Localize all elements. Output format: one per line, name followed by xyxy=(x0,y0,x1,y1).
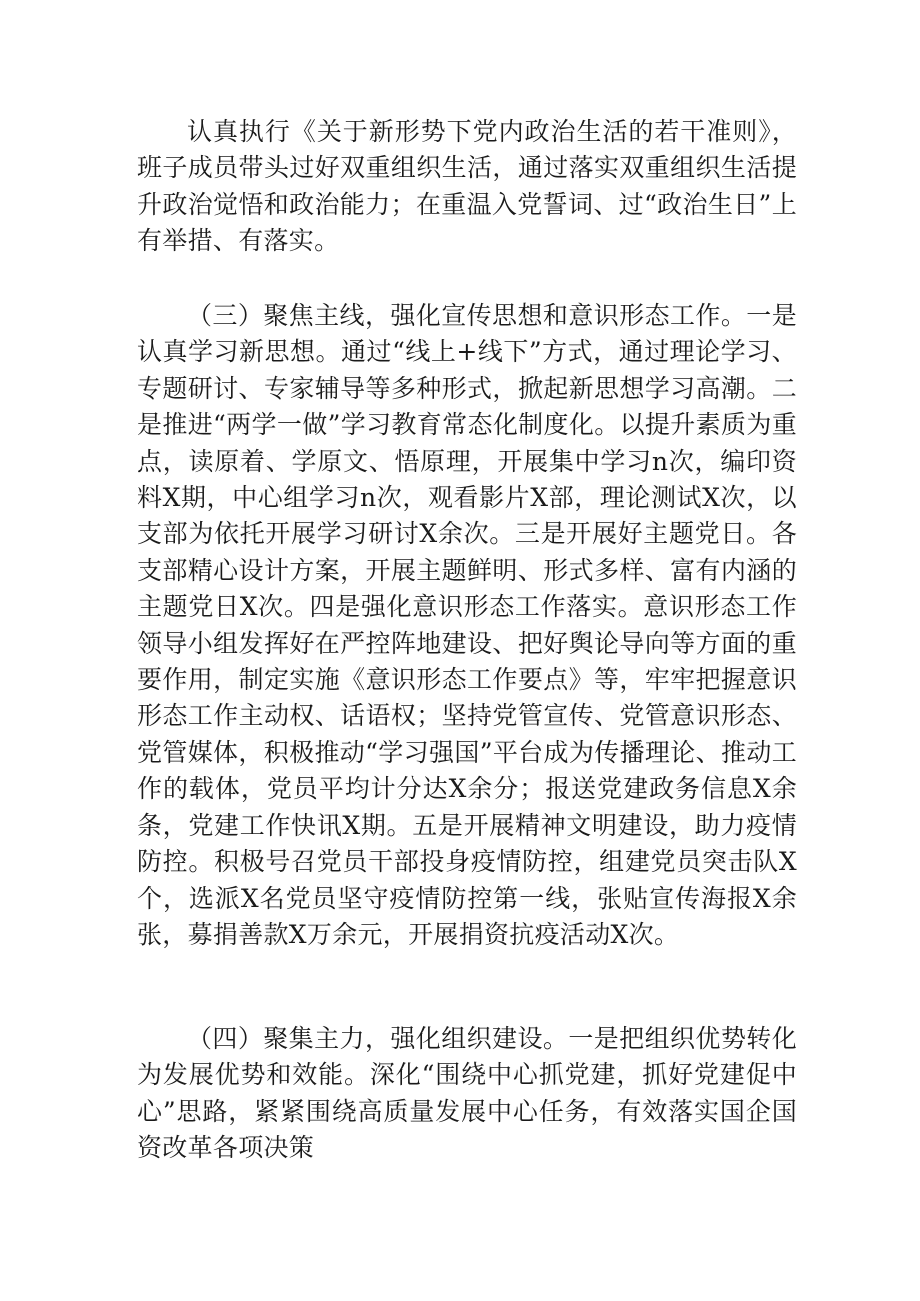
paragraph-party-life: 认真执行《关于新形势下党内政治生活的若干准则》，班子成员带头过好双重组织生活，通过落实双重组织生活提升政治觉悟和政治能力；在重温入党誓词、过“政治生日”上有举措、有落实。 xyxy=(137,117,797,256)
paragraph-organization-building: （四）聚集主力，强化组织建设。一是把组织优势转化为发展优势和效能。深化“围绕中心抓党建，抓好党建促中心”思路，紧紧围绕高质量发展中心任务，有效落实国企国资改革各项决策 xyxy=(137,1024,797,1163)
paragraph-propaganda-ideology: （三）聚焦主线，强化宣传思想和意识形态工作。一是认真学习新思想。通过“线上+线下”方式，通过理论学习、专题研讨、专家辅导等多种形式，掀起新思想学习高潮。二是推进“两学一做”学习教育常态化制度化。以提升素质为重点，读原着、学原文、悟原理，开展集中学习n次，编印资料X期，中心组学习n次，观看影片X部，理论测试X次，以支部为依托开展学习研讨X余次。三是开展好主题党日。各支部精心设计方案，开展主题鲜明、形式多样、富有内涵的主题党日X次。四是强化意识形态工作落实。意识形态工作领导小组发挥好在严控阵地建设、把好舆论导向等方面的重要作用，制定实施《意识形态工作要点》等，牢牢把握意识形态工作主动权、话语权；坚持党管宣传、党管意识形态、党管媒体，积极推动“学习强国”平台成为传播理论、推动工作的载体，党员平均计分达X余分；报送党建政务信息X余条，党建工作快讯X期。五是开展精神文明建设，助力疫情防控。积极号召党员干部投身疫情防控，组建党员突击队X个，选派X名党员坚守疫情防控第一线，张贴宣传海报X余张，募捐善款X万余元，开展捐资抗疫活动X次。 xyxy=(137,301,797,949)
